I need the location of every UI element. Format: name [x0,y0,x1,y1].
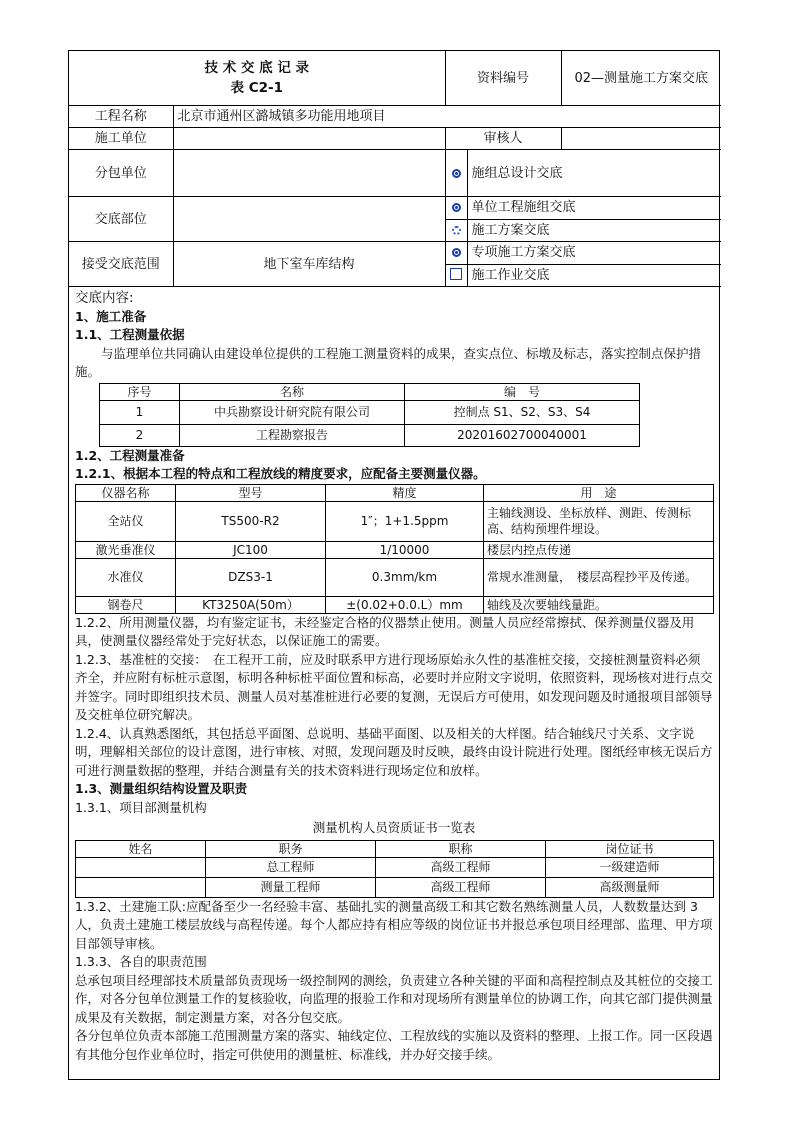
paragraph-1-2-3: 1.2.3、基准桩的交接： 在工程开工前，应及时联系甲方进行现场原始永久性的基准桩交接，交接桩测量资料必须齐全，并应附有标桩示意图，标明各种标桩平面位置和标高，必要时并应附文字说明，依照资料，现场核对进行点交并签字。同时即组织技术员、测量人员对基准桩进行必要的复测，无误后方可使用，如发现问题及时通报项目部领导及交桩单位研究解决。 [75,651,713,722]
radio-checked-icon [452,169,461,178]
subcontractor-label: 分包单位 [69,150,173,197]
construction-unit-value [173,128,445,150]
table-cell: 1/10000 [326,541,484,558]
table-header-cell: 序号 [100,383,180,400]
table-cell: 激光垂准仪 [76,541,176,558]
table-header-cell: 用 途 [484,484,714,501]
checkbox-icon [450,268,462,280]
section-1-title: 1、施工准备 [75,308,147,324]
section-1-2-1-title: 1.2.1、根据本工程的特点和工程放线的精度要求，应配备主要测量仪器。 [75,466,486,481]
option-mark-4[interactable] [445,264,467,287]
option-mark-1[interactable] [445,197,467,220]
table-cell: JC100 [176,541,326,558]
scope-label: 接受交底范围 [69,242,173,287]
content-body [69,287,719,1064]
table-row [76,501,714,541]
table-header-cell: 型号 [176,484,326,501]
table-cell: DZS3-1 [176,558,326,596]
table-cell: TS500-R2 [176,501,326,541]
personnel-table [75,840,714,898]
table-cell: 总工程师 [206,857,376,877]
table-cell: 工程勘察报告 [180,424,405,446]
table-cell: 中兵勘察设计研究院有限公司 [180,400,405,424]
option-label-4: 施工作业交底 [467,264,721,287]
table-cell: 高级工程师 [376,877,546,897]
doc-no-label: 资料编号 [445,51,561,106]
table-header-cell: 编 号 [405,383,640,400]
table-cell: 高级工程师 [376,857,546,877]
paragraph-1-3-2: 1.3.2、土建施工队:应配备至少一名经验丰富、基础扎实的测量高级工和其它数名熟练测量人员，人数数量达到 3 人，负责土建施工楼层放线与高程传递。每个人都应持有相应等级的岗位证书并报总承包项目经理部、监理、甲方项目部领导审核。 [75,898,713,951]
paragraph-1-2-2: 1.2.2、所用测量仪器，均有鉴定证书，未经鉴定合格的仪器禁止使用。测量人员应经常擦拭、保养测量仪器及用具，使测量仪器经常处于完好状态，以保证施工的需要。 [75,614,695,648]
section-1-1-text: 与监理单位共同确认由建设单位提供的工程施工测量资料的成果，查实点位、标墩及标志，落实控制点保护措施。 [75,345,702,379]
table-cell: 测量工程师 [206,877,376,897]
table-cell [76,857,206,877]
table-header-cell: 精度 [326,484,484,501]
table-cell: 轴线及次要轴线量距。 [484,596,714,613]
table-header-row [100,383,640,400]
table-cell: ±(0.02+0.0.L）mm [326,596,484,613]
section-1-1-title: 1.1、工程测量依据 [75,327,185,342]
instrument-table [75,484,714,614]
scope-value: 地下室车库结构 [173,242,445,287]
option-mark-0[interactable] [445,150,467,197]
option-mark-3[interactable] [445,242,467,265]
table-cell: 一级建造师 [546,857,714,877]
table-header-cell: 姓名 [76,840,206,857]
reviewer-label: 审核人 [445,128,561,150]
table-header-cell: 岗位证书 [546,840,714,857]
table-row [76,596,714,613]
table-cell: 2 [100,424,180,446]
table-cell: 1″；1+1.5ppm [326,501,484,541]
table-row [76,558,714,596]
table-row [76,877,714,897]
handover-part-label: 交底部位 [69,197,173,242]
paragraph-1-2-4: 1.2.4、认真熟悉图纸，其包括总平面图、总说明、基础平面图、以及相关的大样图。结合轴线尺寸关系、文字说明，理解相关部位的设计意图，进行审核、对照，发现问题及时反映，最终由设计院进行处理。图纸经审核无误后方可进行测量数据的整理，并结合测量有关的技术资料进行现场定位和放样。 [75,725,713,778]
radio-checked-icon [452,248,461,257]
table-cell: 高级测量师 [546,877,714,897]
table-cell: 全站仪 [76,501,176,541]
table-cell: 20201602700040001 [405,424,640,446]
document-page [68,50,720,1080]
handover-part-value [173,197,445,242]
table-cell: 控制点 S1、S2、S3、S4 [405,400,640,424]
title-line2: 表 C2-1 [230,80,284,96]
table-header-row [76,484,714,501]
section-1-3-1-title: 1.3.1、项目部测量机构 [75,799,207,815]
form-title [69,51,445,106]
paragraph-1-3-3b: 各分包单位负责本部施工范围测量方案的落实、轴线定位、工程放线的实施以及资料的整理、上报工作。同一区段遇有其他分包作业单位时，指定可供使用的测量桩、标准线，并办好交接手续。 [75,1028,713,1062]
project-value: 北京市通州区潞城镇多功能用地项目 [173,106,721,128]
table-header-cell: 职务 [206,840,376,857]
header-table [69,51,721,287]
table-cell: 水准仪 [76,558,176,596]
section-1-2-title: 1.2、工程测量准备 [75,447,185,463]
radio-checked-icon [452,203,461,212]
doc-no-value: 02—测量施工方案交底 [561,51,721,106]
content-heading: 交底内容: [75,290,134,306]
option-mark-2[interactable] [445,219,467,242]
table-header-cell: 职称 [376,840,546,857]
section-1-3-3-title: 1.3.3、各自的职责范围 [75,954,207,969]
table-cell [76,877,206,897]
section-1-3-title: 1.3、测量组织结构设置及职责 [75,781,248,796]
table-cell: 1 [100,400,180,424]
title-line1: 技 术 交 底 记 录 [204,60,310,76]
table-cell: 楼层内控点传递 [484,541,714,558]
table-header-cell: 名称 [180,383,405,400]
radio-dotted-icon [452,226,461,235]
table-row [76,541,714,558]
table-cell: 常规水准测量， 楼层高程抄平及传递。 [484,558,714,596]
option-label-3: 专项施工方案交底 [467,242,721,265]
option-label-1: 单位工程施组交底 [467,197,721,220]
table-cell: KT3250A(50m） [176,596,326,613]
table3-caption: 测量机构人员资质证书一览表 [312,820,476,835]
option-label-0: 施组总设计交底 [467,150,721,197]
reviewer-value [561,128,721,150]
construction-unit-label: 施工单位 [69,128,173,150]
table-row [76,857,714,877]
subcontractor-value [173,150,445,197]
table-cell: 钢卷尺 [76,596,176,613]
table-header-row [76,840,714,857]
control-point-table [99,383,640,447]
option-label-2: 施工方案交底 [467,219,721,242]
paragraph-1-3-3a: 总承包项目经理部技术质量部负责现场一级控制网的测绘，负责建立各种关键的平面和高程控制点及其桩位的交接工作，对各分包单位测量工作的复核验收，向监理的报验工作和对现场所有测量单位的协调工作，向其它部门提供测量成果及有关数据，制定测量方案，对各分包交底。 [75,972,713,1025]
table-row [100,424,640,446]
table-row [100,400,640,424]
table-cell: 0.3mm/km [326,558,484,596]
table-cell: 主轴线测设、坐标放样、测距、传测标高、结构预埋件埋设。 [484,501,714,541]
project-label: 工程名称 [69,106,173,128]
table-header-cell: 仪器名称 [76,484,176,501]
